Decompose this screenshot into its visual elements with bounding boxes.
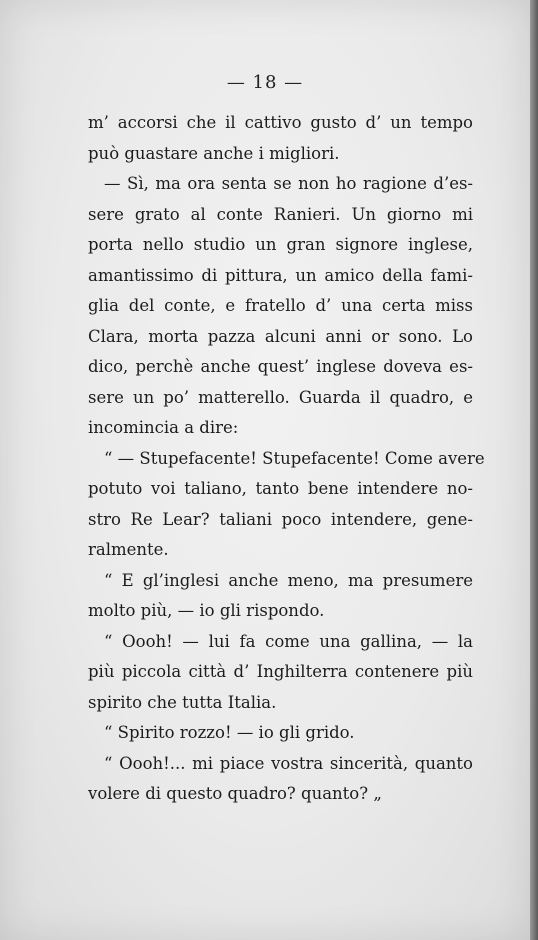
text-line: incomincia a dire: [88,418,239,437]
text-line: sere un po’ matterello. Guarda il quadro, e [88,387,473,407]
text-line: glia del conte, e fratello d’ una certa miss [88,296,473,315]
text-line: Clara, morta pazza alcuni anni or sono. Lo [88,326,473,346]
text-line: “ Oooh!... mi piace vostra sincerità, quanto [104,753,473,773]
text-line: “ Oooh! — lui fa come una gallina, — la [104,631,473,651]
text-line: “ E gl’inglesi anche meno, ma presumere [104,570,473,590]
text-line: “ Spirito rozzo! — io gli grido. [104,723,355,742]
text-line: molto più, — io gli rispondo. [88,601,325,620]
text-line: porta nello studio un gran signore inglese, [88,235,473,254]
text-line: ralmente. [88,540,169,559]
text-line: m’ accorsi che il cattivo gusto d’ un tempo [88,113,473,132]
text-line: stro Re Lear? taliani poco intendere, gene- [88,509,473,529]
text-line: — Sì, ma ora senta se non ho ragione d’es- [104,174,473,193]
text-line: può guastare anche i migliori. [88,143,340,163]
text-line: amantissimo di pittura, un amico della fami- [88,265,473,285]
page-edge [530,0,538,940]
text-line: potuto voi taliano, tanto bene intendere no- [88,479,473,498]
text-line: dico, perchè anche quest’ inglese doveva es- [88,357,473,376]
text-line: spirito che tutta Italia. [88,692,277,712]
body-text [88,108,485,810]
text-line: sere grato al conte Ranieri. Un giorno mi [88,204,473,224]
text-line: volere di questo quadro? quanto? „ [88,784,382,803]
page-number: — 18 — [226,72,304,93]
text-line: più piccola città d’ Inghilterra contenere più [88,662,473,681]
text-line: “ — Stupefacente! Stupefacente! Come avere [104,448,485,468]
